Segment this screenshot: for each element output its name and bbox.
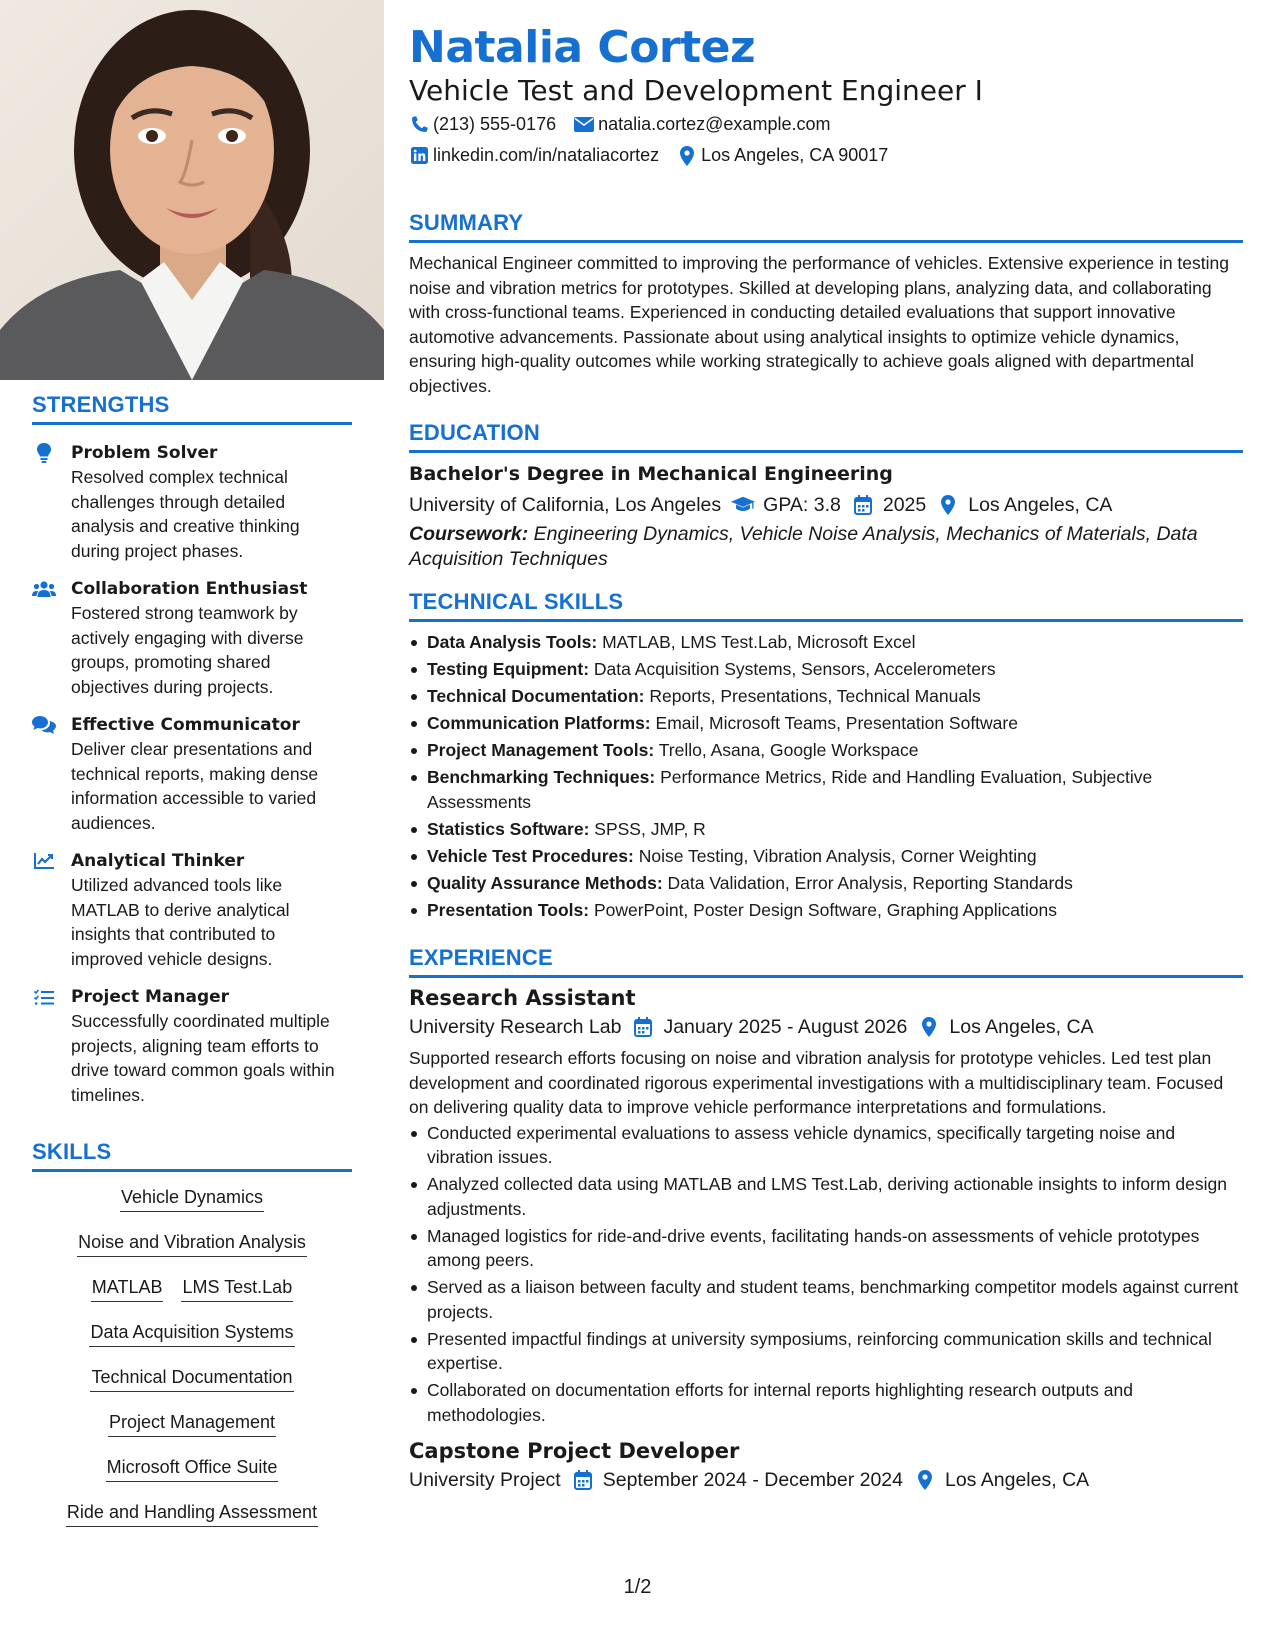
- users-icon: [32, 579, 56, 599]
- location-item: [677, 145, 888, 166]
- skill-row: [32, 1229, 352, 1274]
- list-item: [409, 711, 1243, 736]
- strength-name: Project Manager: [71, 987, 230, 1007]
- strengths-section: [32, 392, 352, 1107]
- skill-value: Reports, Presentations, Technical Manuals: [649, 686, 981, 706]
- list-item: [409, 844, 1243, 869]
- strength-name: Analytical Thinker: [71, 851, 245, 871]
- linkedin-icon: [409, 146, 429, 166]
- coursework: [409, 522, 1243, 572]
- job-meta: [409, 1014, 1243, 1040]
- contact-row: [409, 114, 848, 135]
- skill-label: Data Analysis Tools:: [427, 632, 598, 652]
- skill-tag: Vehicle Dynamics: [120, 1184, 264, 1212]
- email-text[interactable]: natalia.cortez@example.com: [598, 114, 831, 134]
- strength-item: [32, 985, 352, 1107]
- strength-desc: Deliver clear presentations and technical reports, making dense information accessible to varied audiences.: [71, 739, 319, 833]
- map-pin-icon: [936, 494, 960, 516]
- technical-skills-list: [409, 630, 1243, 922]
- page-number: 1/2: [623, 1576, 652, 1598]
- skills-list: [32, 1184, 352, 1544]
- skill-value: Noise Testing, Vibration Analysis, Corner Weighting: [638, 845, 1037, 866]
- skill-tag: MATLAB: [91, 1274, 164, 1302]
- list-item: [409, 684, 1243, 709]
- skill-value: Trello, Asana, Google Workspace: [658, 740, 919, 760]
- job-location: Los Angeles, CA: [944, 1469, 1090, 1491]
- list-item: Served as a liaison between faculty and student teams, benchmarking competitor models against current projects.: [409, 1275, 1243, 1324]
- comments-icon: [32, 715, 56, 735]
- job-bullets: [409, 1121, 1243, 1428]
- list-check-icon: [32, 987, 56, 1007]
- skill-row: [32, 1454, 352, 1499]
- skill-tag: Ride and Handling Assessment: [66, 1499, 318, 1527]
- list-item: [409, 817, 1243, 842]
- skill-value: SPSS, JMP, R: [594, 818, 706, 839]
- skill-label: Project Management Tools:: [427, 740, 655, 760]
- list-item: [409, 871, 1243, 896]
- job-entry: [409, 984, 1243, 1427]
- strength-name: Effective Communicator: [71, 715, 300, 735]
- chart-line-icon: [32, 851, 56, 871]
- map-pin-icon: [917, 1016, 941, 1038]
- phone-text[interactable]: (213) 555-0176: [433, 114, 557, 134]
- experience-section: [409, 945, 1243, 1493]
- map-pin-icon: [913, 1469, 937, 1491]
- graduation-year: 2025: [882, 494, 927, 516]
- job-dates: September 2024 - December 2024: [602, 1469, 903, 1491]
- degree-title: Bachelor's Degree in Mechanical Engineering: [409, 463, 893, 485]
- skill-tag: LMS Test.Lab: [181, 1274, 293, 1302]
- skill-value: Email, Microsoft Teams, Presentation Software: [655, 713, 1018, 733]
- skill-value: Performance Metrics, Ride and Handling Evaluation, Subjective Assessments: [427, 767, 1153, 812]
- school-name: University of California, Los Angeles: [409, 494, 722, 516]
- job-location: Los Angeles, CA: [949, 1016, 1094, 1038]
- experience-heading: EXPERIENCE: [409, 945, 1243, 978]
- candidate-name: Natalia Cortez: [409, 22, 756, 73]
- phone-item: [409, 114, 556, 135]
- list-item: Collaborated on documentation efforts for internal reports highlighting research outputs and methodologies.: [409, 1378, 1243, 1427]
- calendar-icon: [571, 1469, 595, 1491]
- strength-desc: Resolved complex technical challenges through detailed analysis and creative thinking during project phases.: [71, 467, 300, 561]
- job-meta: [409, 1467, 1243, 1493]
- profile-photo: [0, 0, 384, 380]
- job-role: Capstone Project Developer: [409, 1439, 740, 1463]
- summary-section: [409, 210, 1243, 398]
- list-item: Conducted experimental evaluations to assess vehicle dynamics, specifically targeting noise and vibration issues.: [409, 1121, 1243, 1170]
- technical-skills-heading: TECHNICAL SKILLS: [409, 589, 1243, 622]
- list-item: [409, 657, 1243, 682]
- list-item: [409, 765, 1243, 814]
- technical-skills-section: [409, 589, 1243, 925]
- skills-heading: SKILLS: [32, 1139, 352, 1172]
- lightbulb-icon: [32, 443, 56, 463]
- summary-heading: SUMMARY: [409, 210, 1243, 243]
- strength-desc: Fostered strong teamwork by actively engaging with diverse groups, promoting shared objectives during projects.: [71, 603, 304, 697]
- skill-label: Technical Documentation:: [427, 686, 645, 706]
- job-role: Research Assistant: [409, 986, 636, 1010]
- strength-name: Problem Solver: [71, 443, 218, 463]
- skill-label: Vehicle Test Procedures:: [427, 845, 634, 866]
- list-item: [409, 630, 1243, 655]
- skill-tag: Data Acquisition Systems: [89, 1319, 294, 1347]
- graduation-cap-icon: [731, 494, 755, 516]
- strength-item: [32, 849, 352, 971]
- left-column: [0, 0, 384, 1650]
- job-org: University Research Lab: [409, 1016, 622, 1038]
- skill-value: PowerPoint, Poster Design Software, Graphing Applications: [593, 899, 1057, 920]
- skill-row: [32, 1274, 352, 1319]
- envelope-icon: [574, 115, 594, 135]
- coursework-label: Coursework:: [409, 523, 529, 545]
- job-dates: January 2025 - August 2026: [663, 1016, 908, 1038]
- skill-value: Data Acquisition Systems, Sensors, Accelerometers: [593, 659, 996, 679]
- skill-label: Statistics Software:: [427, 818, 590, 839]
- strength-name: Collaboration Enthusiast: [71, 579, 308, 599]
- skill-row: [32, 1319, 352, 1364]
- summary-text: Mechanical Engineer committed to improving the performance of vehicles. Extensive experience in testing noise and vibration metrics for prototypes. Skilled at developing plans, analyzing data, and collaborating with cross-functional teams. Experienced in conducting detailed evaluations that support innovative automotive advancements. Passionate about using analytical insights to optimize vehicle dynamics, ensuring high-quality outcomes while working strategically to achieve goals aligned with departmental objectives.: [409, 253, 1229, 396]
- skill-value: MATLAB, LMS Test.Lab, Microsoft Excel: [602, 632, 916, 652]
- skill-label: Quality Assurance Methods:: [427, 872, 663, 893]
- email-item: [574, 114, 830, 135]
- education-heading: EDUCATION: [409, 420, 1243, 453]
- list-item: Presented impactful findings at university symposiums, reinforcing communication skills and technical expertise.: [409, 1327, 1243, 1376]
- skill-label: Testing Equipment:: [427, 659, 590, 679]
- strength-item: [32, 577, 352, 699]
- job-org: University Project: [409, 1469, 561, 1491]
- strength-item: [32, 441, 352, 563]
- skill-label: Communication Platforms:: [427, 713, 651, 733]
- list-item: Analyzed collected data using MATLAB and LMS Test.Lab, deriving actionable insights to inform design adjustments.: [409, 1172, 1243, 1221]
- skill-label: Presentation Tools:: [427, 899, 590, 920]
- skill-row: [32, 1409, 352, 1454]
- job-entry: [409, 1437, 1243, 1493]
- skill-row: [32, 1499, 352, 1544]
- list-item: Managed logistics for ride-and-drive events, facilitating hands-on assessments of vehicle prototypes among peers.: [409, 1224, 1243, 1273]
- strength-desc: Utilized advanced tools like MATLAB to derive analytical insights that contributed to improved vehicle designs.: [71, 875, 290, 969]
- list-item: [409, 898, 1243, 923]
- strengths-heading: STRENGTHS: [32, 392, 352, 425]
- education-section: [409, 420, 1243, 572]
- list-item: [409, 738, 1243, 763]
- skill-tag: Technical Documentation: [90, 1364, 293, 1392]
- linkedin-item: [409, 145, 659, 166]
- job-summary: Supported research efforts focusing on noise and vibration analysis for prototype vehicles. Led test plan development and coordinated rigorous experimental investigations with a multidisciplinary team. Focused on delivering quality data to improve vehicle performance interpretations and formulations.: [409, 1048, 1224, 1117]
- education-meta: [409, 492, 1243, 518]
- map-pin-icon: [677, 146, 697, 166]
- contact-row: [409, 145, 906, 166]
- calendar-icon: [631, 1016, 655, 1038]
- skill-tag: Noise and Vibration Analysis: [77, 1229, 307, 1257]
- location-text: Los Angeles, CA 90017: [701, 145, 889, 165]
- phone-icon: [409, 115, 429, 135]
- skill-tag: Project Management: [108, 1409, 276, 1437]
- skill-value: Data Validation, Error Analysis, Reporting Standards: [667, 872, 1073, 893]
- skills-section: [32, 1139, 352, 1544]
- skill-row: [32, 1364, 352, 1409]
- strength-desc: Successfully coordinated multiple projects, aligning team efforts to drive toward common goals within timelines.: [71, 1011, 335, 1105]
- school-location: Los Angeles, CA: [968, 494, 1113, 516]
- gpa-text: GPA: 3.8: [763, 494, 841, 516]
- skill-label: Benchmarking Techniques:: [427, 767, 656, 787]
- job-title: Vehicle Test and Development Engineer I: [409, 74, 983, 107]
- skill-tag: Microsoft Office Suite: [106, 1454, 279, 1482]
- coursework-list: Engineering Dynamics, Vehicle Noise Analysis, Mechanics of Materials, Data Acquisition Techniques: [409, 523, 1198, 570]
- strength-item: [32, 713, 352, 835]
- linkedin-text[interactable]: linkedin.com/in/nataliacortez: [433, 145, 660, 165]
- calendar-icon: [851, 494, 875, 516]
- skill-row: [32, 1184, 352, 1229]
